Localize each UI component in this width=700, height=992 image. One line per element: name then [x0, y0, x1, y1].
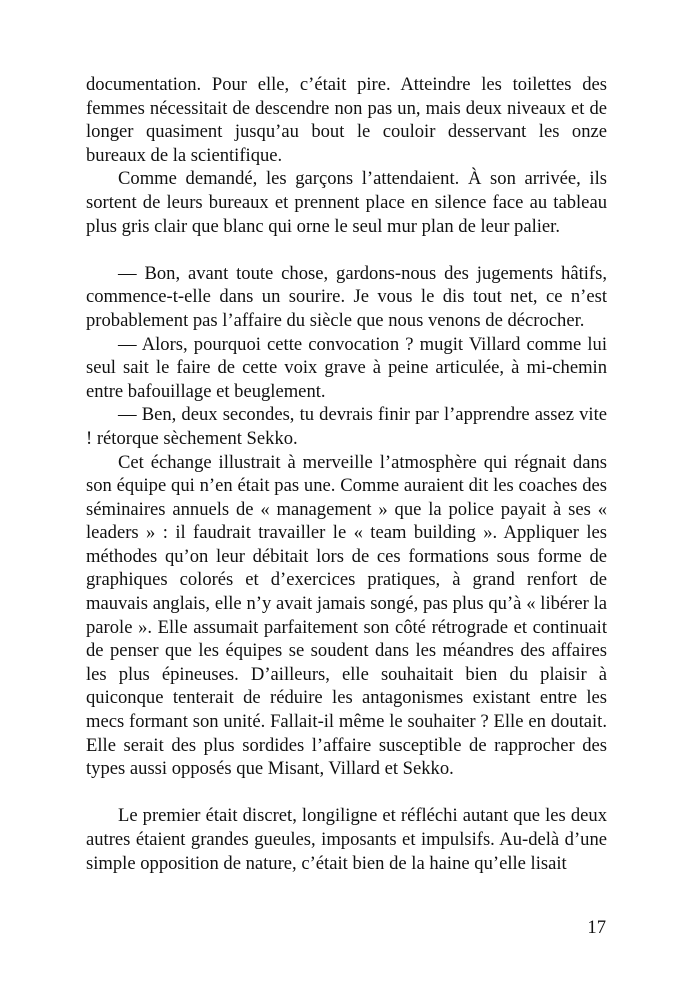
paragraph-first-member: Le premier était discret, longiligne et réfléchi autant que les deux autres étaient grandes gueules, imposants et impulsifs. Au-delà d’une simple opposition de nature, c’était bien de la haine qu’elle lisait	[86, 805, 607, 874]
dialogue-line-1: — Bon, avant toute chose, gardons-nous des jugements hâtifs, commence-t-elle dans un sourire. Je vous le dis tout net, ce n’est probablement pas l’affaire du siècle que nous venons de décrocher.	[86, 262, 607, 331]
paragraph-arrival: Comme demandé, les garçons l’attendaient. À son arrivée, ils sortent de leurs bureaux et prennent place en silence face au tableau plus gris clair que blanc qui orne le seul mur plan de leur palier.	[86, 168, 607, 237]
paragraph-continuation: documentation. Pour elle, c’était pire. Atteindre les toilettes des femmes nécessitait de descendre non pas un, mais deux niveaux et de longer quasiment jusqu’au bout le couloir desservant les onze bureaux de la scientifique.	[86, 74, 607, 166]
dialogue-line-2: — Alors, pourquoi cette convocation ? mugit Villard comme lui seul sait le faire de cette voix grave à peine articulée, à mi-chemin entre bafouillage et beuglement.	[86, 333, 607, 402]
page-number: 17	[587, 917, 606, 938]
dialogue-line-3: — Ben, deux secondes, tu devrais finir par l’apprendre assez vite ! rétorque sèchement Sekko.	[86, 404, 607, 449]
book-page-body	[86, 73, 607, 875]
paragraph-atmosphere: Cet échange illustrait à merveille l’atmosphère qui régnait dans son équipe qui n’en était pas une. Comme auraient dit les coaches des séminaires annuels de « management » que la police payait à ses « leaders » : il faudrait travailler le « team building ». Appliquer les méthodes qu’on leur débitait lors de ces formations sous forme de graphiques colorés et d’exercices pratiques, à grand renfort de mauvais anglais, elle n’y avait jamais songé, pas plus qu’à « libérer la parole ». Elle assumait parfaitement son côté rétrograde et continuait de penser que les équipes se soudent dans les méandres des affaires les plus épineuses. D’ailleurs, elle souhaitait bien du plaisir à quiconque tenterait de réduire les antagonismes existant entre les mecs formant son unité. Fallait-il même le souhaiter ? Elle en doutait. Elle serait des plus sordides l’affaire susceptible de rapprocher des types aussi opposés que Misant, Villard et Sekko.	[86, 451, 607, 780]
